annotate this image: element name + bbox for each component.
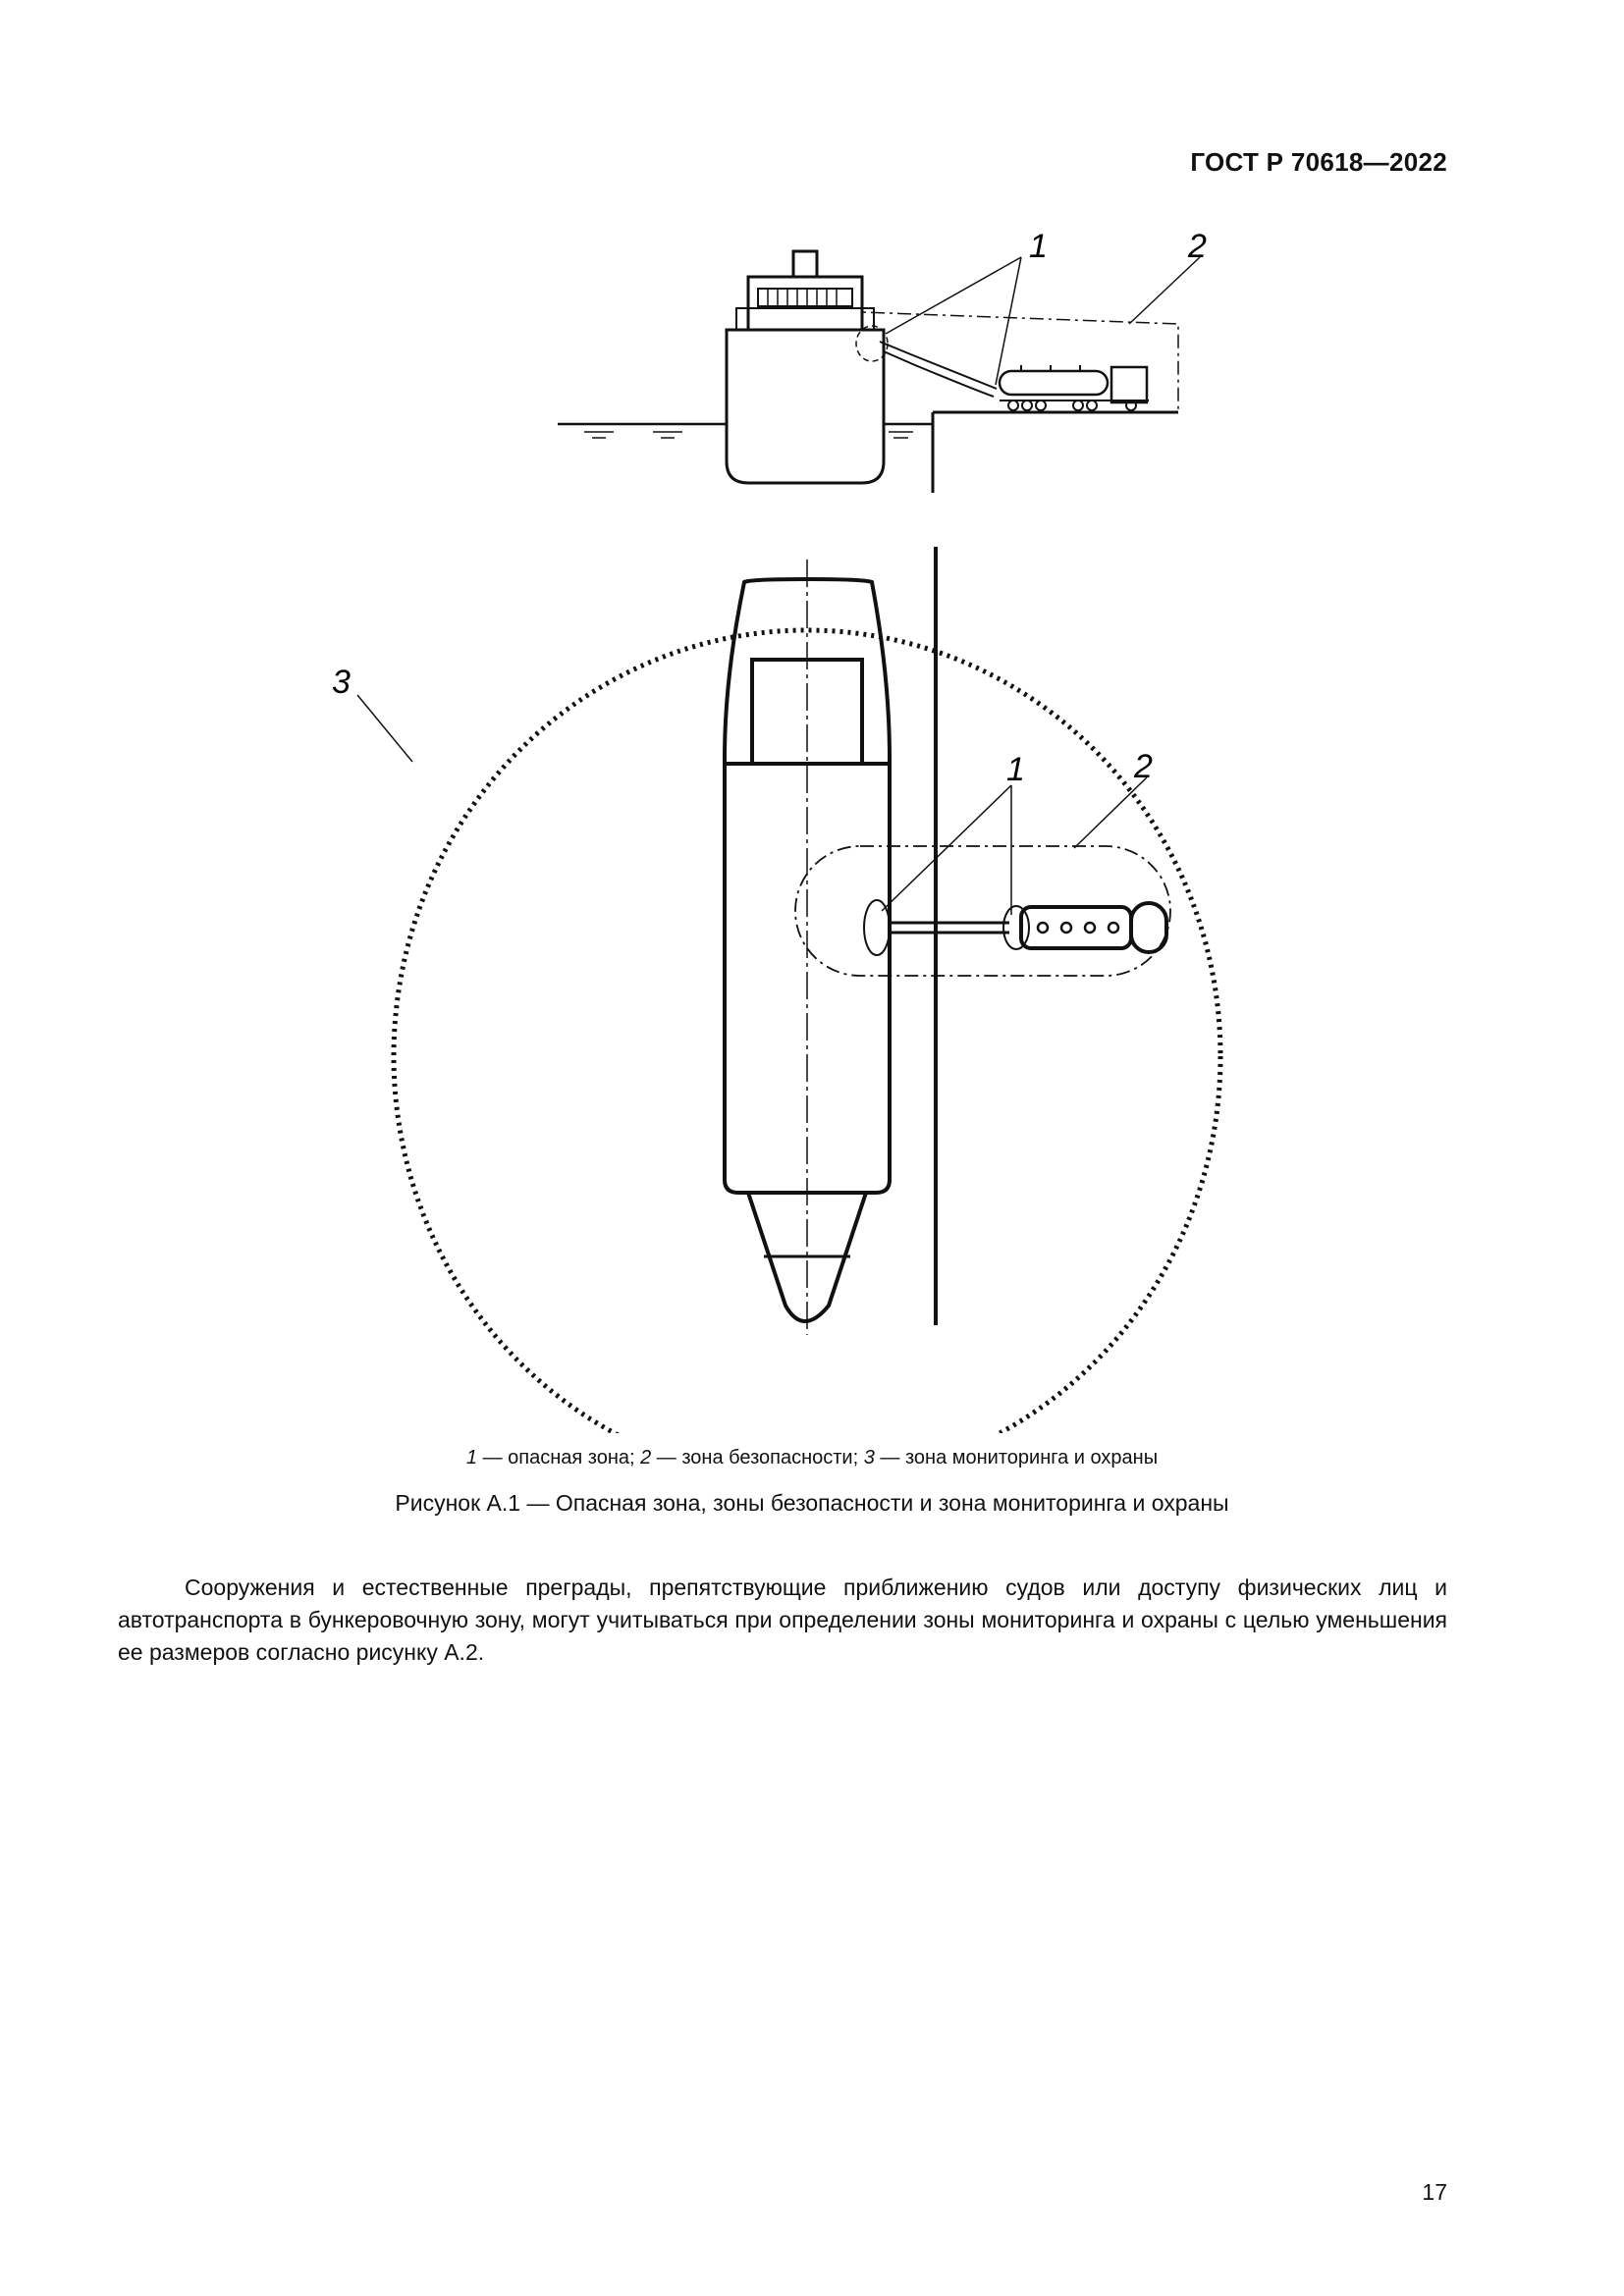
- loading-hose: [880, 342, 997, 389]
- safety-zone-plan: [795, 846, 1170, 976]
- legend-text-1: — опасная зона;: [477, 1447, 641, 1468]
- tanker-truck-plan: [1021, 903, 1166, 952]
- danger-zone-truck-plan: [1003, 906, 1029, 949]
- figure-legend: [0, 1447, 1624, 1469]
- danger-zone-ship-plan: [864, 900, 890, 955]
- legend-num-2: 2: [640, 1447, 652, 1468]
- legend-text-2: — зона безопасности;: [651, 1447, 864, 1468]
- callout-2-plan: 2: [1134, 748, 1153, 785]
- callout-1-top: 1: [1029, 228, 1048, 265]
- legend-num-1: 1: [465, 1447, 478, 1468]
- body-paragraph: Сооружения и естественные преграды, препятствующие приближению судов или доступу физических лиц и автотранспорта в бункеровочную зону, могут учитываться при определении зоны мониторинга и охраны с целью уменьшения ее размеров согласно рисунку А.2.: [118, 1575, 1447, 1665]
- side-view: [558, 251, 1200, 493]
- legend-text-3: — зона мониторинга и охраны: [874, 1447, 1159, 1468]
- tanker-truck-side: [1000, 365, 1149, 410]
- callout-2-top: 2: [1188, 228, 1207, 265]
- ship-funnel: [793, 251, 817, 277]
- ship-hull-side: [727, 330, 884, 483]
- plan-view: [357, 547, 1220, 1433]
- callout-1-plan: 1: [1006, 751, 1025, 788]
- page-number: 17: [1422, 2179, 1447, 2205]
- document-header: ГОСТ Р 70618—2022: [1190, 147, 1447, 177]
- ship-superstructure: [748, 277, 862, 330]
- figure-caption: Рисунок А.1 — Опасная зона, зоны безопасности и зона мониторинга и охраны: [395, 1490, 1229, 1516]
- callout-3-plan: 3: [332, 664, 351, 701]
- legend-num-3: 3: [863, 1447, 875, 1468]
